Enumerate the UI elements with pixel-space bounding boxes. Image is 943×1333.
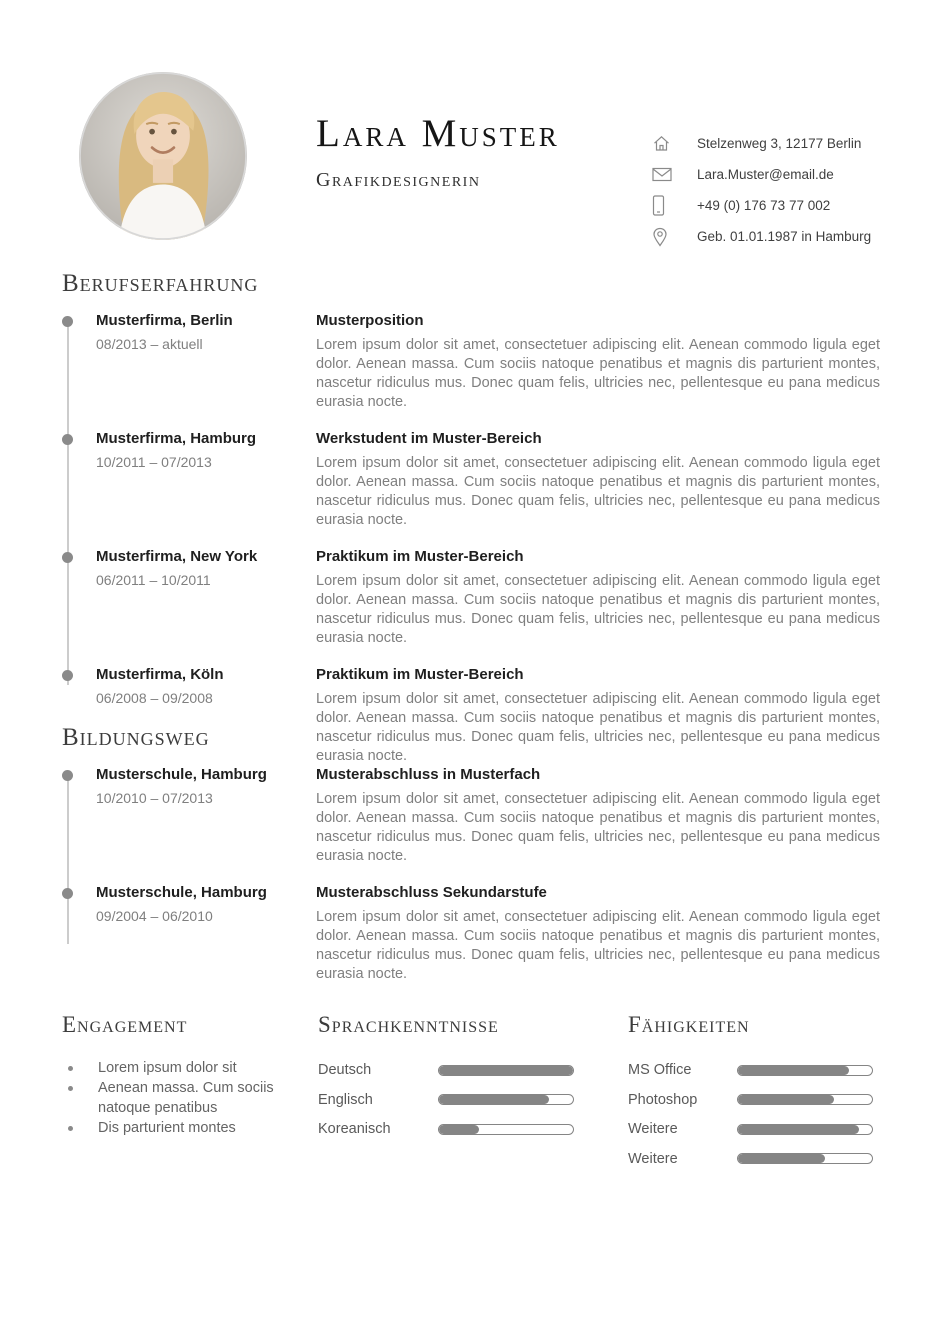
company-name: Musterfirma, New York — [96, 547, 258, 565]
portrait-illustration — [79, 72, 247, 240]
language-level-fill — [439, 1125, 479, 1134]
experience-entry — [62, 312, 880, 412]
identity-block — [316, 114, 560, 192]
skill-level-bar — [737, 1094, 873, 1105]
position-title: Werkstudent im Muster-Bereich — [316, 429, 542, 447]
person-name: Lara Muster — [316, 112, 560, 155]
contact-row-phone — [652, 190, 871, 221]
experience-entry — [62, 548, 880, 648]
location-icon — [652, 227, 697, 247]
entry-description: Lorem ipsum dolor sit amet, consectetuer adipiscing elit. Aenean commodo ligula eget dolor. Aenean massa. Cum sociis natoque penatibus et magnis dis parturient montes, nascetur ridiculus mus. Donec quam felis, ultricies nec, pellentesque eu pana medicus eurasia nocte. — [316, 572, 880, 646]
skill-row — [628, 1144, 880, 1174]
entry-meta — [62, 430, 316, 530]
timeline-dot — [62, 770, 73, 781]
language-label: Koreanisch — [318, 1121, 391, 1138]
section-engagement — [62, 1012, 314, 1138]
skill-level-bar — [737, 1153, 873, 1164]
entry-period: 10/2011 – 07/2013 — [96, 453, 212, 470]
contact-block — [652, 128, 871, 252]
profile-photo — [79, 72, 247, 240]
section-title-education: Bildungsweg — [62, 724, 210, 751]
engagement-item: Dis parturient montes — [62, 1118, 303, 1138]
school-name: Musterschule, Hamburg — [96, 765, 267, 783]
home-icon — [652, 134, 697, 153]
education-timeline — [62, 766, 880, 984]
language-level-bar — [438, 1094, 574, 1105]
language-row — [318, 1114, 580, 1144]
language-meters — [318, 1055, 580, 1144]
entry-meta — [62, 884, 316, 984]
timeline-dot — [62, 434, 73, 445]
language-label: Deutsch — [318, 1062, 372, 1079]
entry-meta — [62, 548, 316, 648]
language-level-bar — [438, 1124, 574, 1135]
skill-meters — [628, 1055, 880, 1173]
position-title: Praktikum im Muster-Bereich — [316, 665, 524, 683]
section-experience — [62, 270, 880, 784]
address-text: Stelzenweg 3, 12177 Berlin — [697, 136, 862, 151]
engagement-list — [62, 1058, 314, 1138]
timeline-dot — [62, 670, 73, 681]
company-name: Musterfirma, Hamburg — [96, 429, 257, 447]
entry-description: Lorem ipsum dolor sit amet, consectetuer adipiscing elit. Aenean commodo ligula eget dolor. Aenean massa. Cum sociis natoque penatibus et magnis dis parturient montes, nascetur ridiculus mus. Donec quam felis, ultricies nec, pellentesque eu pana medicus eurasia nocte. — [316, 336, 880, 410]
birth-text: Geb. 01.01.1987 in Hamburg — [697, 229, 872, 244]
language-level-fill — [439, 1066, 573, 1075]
entry-description: Lorem ipsum dolor sit amet, consectetuer adipiscing elit. Aenean commodo ligula eget dolor. Aenean massa. Cum sociis natoque penatibus et magnis dis parturient montes, nascetur ridiculus mus. Donec quam felis, ultricies nec, pellentesque eu pana medicus eurasia nocte. — [316, 690, 880, 764]
entry-description: Lorem ipsum dolor sit amet, consectetuer adipiscing elit. Aenean commodo ligula eget dolor. Aenean massa. Cum sociis natoque penatibus et magnis dis parturient montes, nascetur ridiculus mus. Donec quam felis, ultricies nec, pellentesque eu pana medicus eurasia nocte. — [316, 790, 880, 864]
skill-row — [628, 1114, 880, 1144]
entry-detail — [316, 312, 880, 412]
skill-level-fill — [738, 1154, 825, 1163]
skill-level-bar — [737, 1065, 873, 1076]
entry-detail — [316, 766, 880, 866]
entry-period: 08/2013 – aktuell — [96, 335, 203, 352]
position-title: Praktikum im Muster-Bereich — [316, 547, 524, 565]
entry-detail — [316, 548, 880, 648]
company-name: Musterfirma, Berlin — [96, 311, 233, 329]
phone-text: +49 (0) 176 73 77 002 — [697, 198, 831, 213]
entry-description: Lorem ipsum dolor sit amet, consectetuer adipiscing elit. Aenean commodo ligula eget dolor. Aenean massa. Cum sociis natoque penatibus et magnis dis parturient montes, nascetur ridiculus mus. Donec quam felis, ultricies nec, pellentesque eu pana medicus eurasia nocte. — [316, 908, 880, 982]
mail-icon — [652, 167, 697, 182]
entry-period: 06/2011 – 10/2011 — [96, 571, 211, 588]
contact-row-birth — [652, 221, 871, 252]
skill-level-fill — [738, 1066, 849, 1075]
experience-entry — [62, 430, 880, 530]
experience-timeline — [62, 312, 880, 766]
timeline-dot — [62, 552, 73, 563]
person-job-title: Grafikdesignerin — [316, 168, 481, 191]
engagement-item: Aenean massa. Cum sociis natoque penatibus — [62, 1078, 303, 1118]
education-entry — [62, 884, 880, 984]
school-name: Musterschule, Hamburg — [96, 883, 267, 901]
skill-label: Weitere — [628, 1150, 678, 1167]
skill-level-fill — [738, 1125, 859, 1134]
section-skills — [628, 1012, 880, 1173]
contact-row-email — [652, 159, 871, 190]
entry-meta — [62, 766, 316, 866]
skill-row — [628, 1055, 880, 1085]
skill-label: Photoshop — [628, 1091, 698, 1108]
education-entry — [62, 766, 880, 866]
section-languages — [318, 1012, 580, 1144]
degree-title: Musterabschluss in Musterfach — [316, 765, 541, 783]
section-title-skills: Fähigkeiten — [628, 1012, 750, 1037]
degree-title: Musterabschluss Sekundarstufe — [316, 883, 547, 901]
entry-period: 06/2008 – 09/2008 — [96, 689, 213, 706]
section-title-languages: Sprachkenntnisse — [318, 1012, 499, 1037]
section-education — [62, 724, 880, 1002]
company-name: Musterfirma, Köln — [96, 665, 224, 683]
engagement-item: Lorem ipsum dolor sit — [62, 1058, 303, 1078]
entry-description: Lorem ipsum dolor sit amet, consectetuer adipiscing elit. Aenean commodo ligula eget dolor. Aenean massa. Cum sociis natoque penatibus et magnis dis parturient montes, nascetur ridiculus mus. Donec quam felis, ultricies nec, pellentesque eu pana medicus eurasia nocte. — [316, 454, 880, 528]
entry-period: 10/2010 – 07/2013 — [96, 789, 213, 806]
language-label: Englisch — [318, 1091, 373, 1108]
skill-level-bar — [737, 1124, 873, 1135]
skill-label: Weitere — [628, 1121, 678, 1138]
section-title-engagement: Engagement — [62, 1012, 188, 1037]
email-text: Lara.Muster@email.de — [697, 167, 834, 182]
entry-detail — [316, 430, 880, 530]
entry-period: 09/2004 – 06/2010 — [96, 907, 213, 924]
language-row — [318, 1085, 580, 1115]
language-row — [318, 1055, 580, 1085]
skill-row — [628, 1085, 880, 1115]
skill-label: MS Office — [628, 1062, 692, 1079]
contact-row-address — [652, 128, 871, 159]
section-title-experience: Berufserfahrung — [62, 270, 259, 297]
entry-meta — [62, 312, 316, 412]
position-title: Musterposition — [316, 311, 424, 329]
skill-level-fill — [738, 1095, 834, 1104]
language-level-bar — [438, 1065, 574, 1076]
phone-icon — [652, 195, 697, 216]
entry-detail — [316, 884, 880, 984]
timeline-dot — [62, 316, 73, 327]
language-level-fill — [439, 1095, 549, 1104]
timeline-dot — [62, 888, 73, 899]
